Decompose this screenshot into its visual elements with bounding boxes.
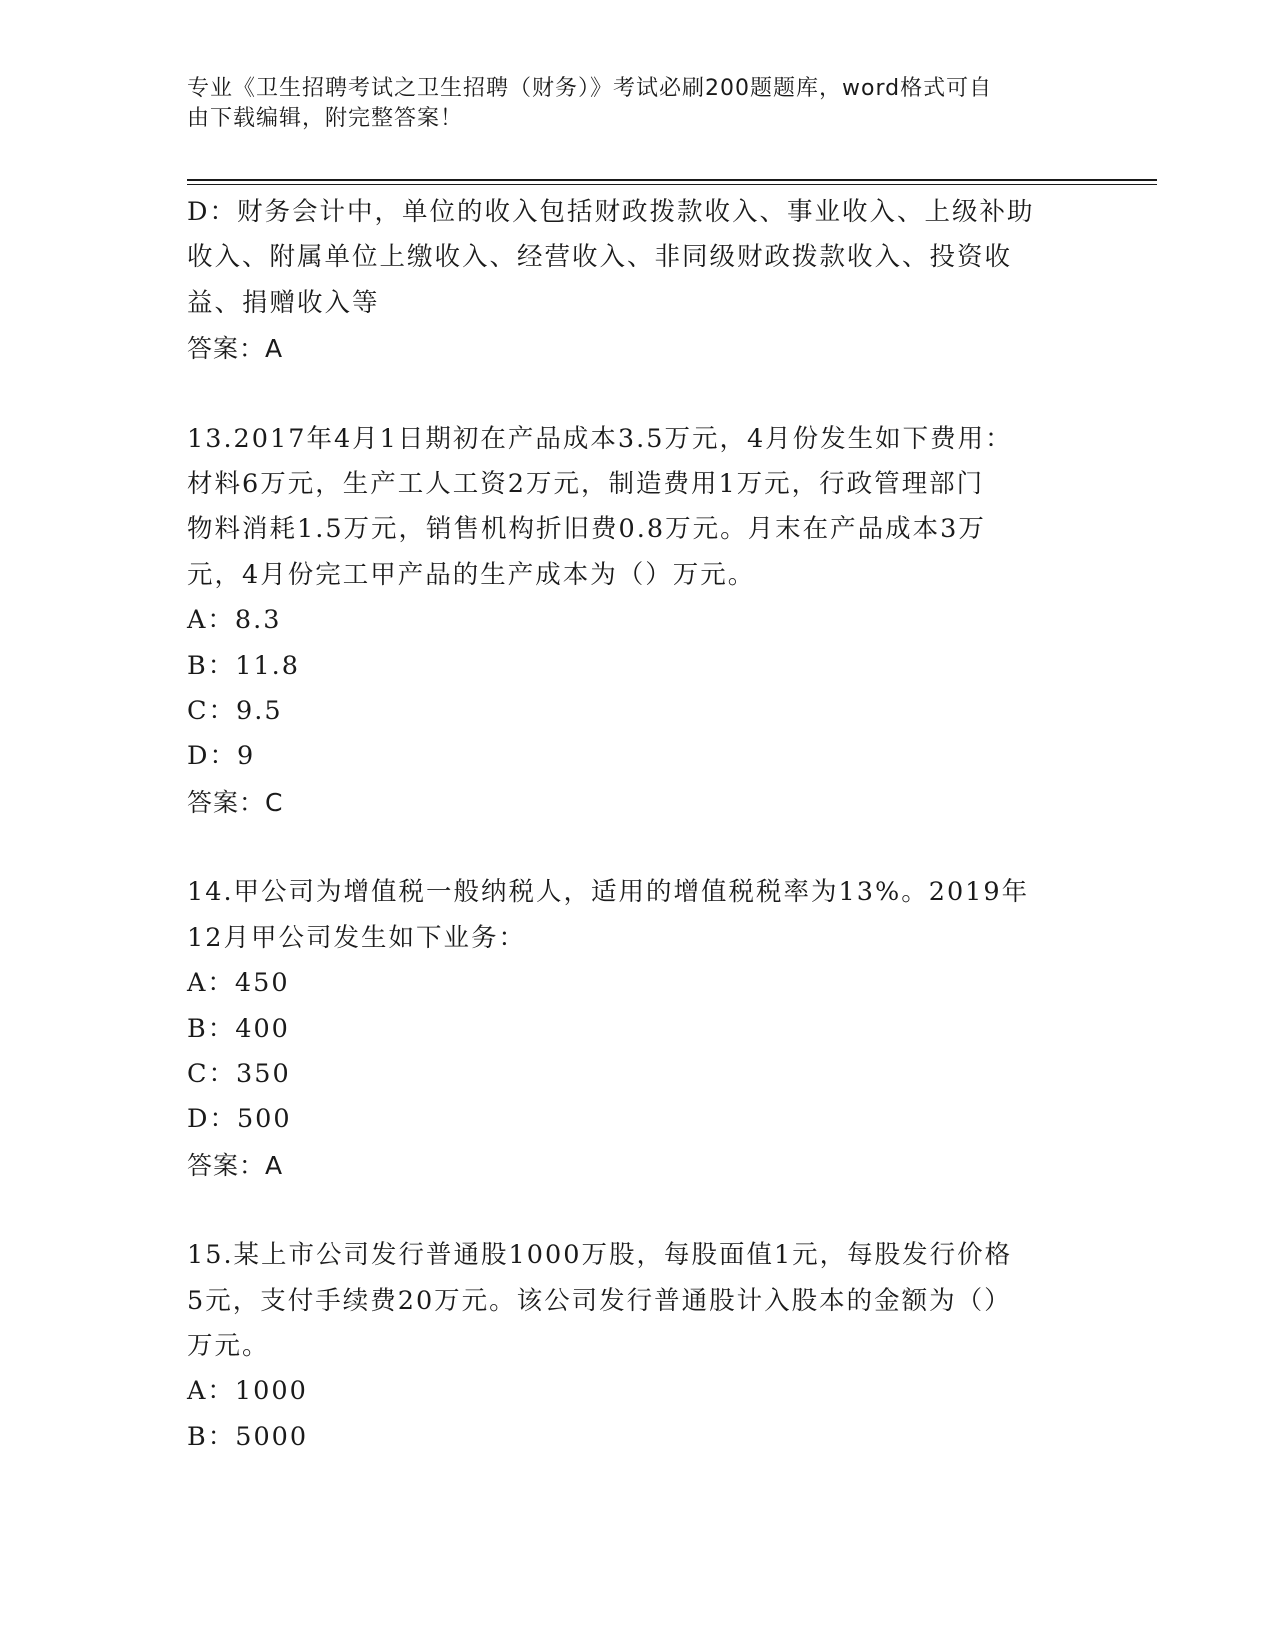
document-body xyxy=(187,190,1067,1460)
answer-line: 答案：C xyxy=(187,787,284,817)
question-stem-line: 5元，支付手续费20万元。该公司发行普通股计入股本的金额为（） xyxy=(187,1285,1012,1316)
question-stem-line: 12月甲公司发生如下业务： xyxy=(187,922,526,953)
option-d-line-1: D：财务会计中，单位的收入包括财政拨款收入、事业收入、上级补助 xyxy=(187,197,1035,227)
question-stem-line: 万元。 xyxy=(187,1330,270,1361)
spacer xyxy=(187,372,1067,417)
option-a: A：1000 xyxy=(187,1376,308,1407)
option-a: A：450 xyxy=(187,968,290,999)
option-b: B：11.8 xyxy=(187,650,301,681)
spacer xyxy=(187,1188,1067,1233)
header-line-1: 专业《卫生招聘考试之卫生招聘（财务）》考试必刷200题题库，word格式可自 xyxy=(187,76,993,101)
question-stem-line: 物料消耗1.5万元，销售机构折旧费0.8万元。月末在产品成本3万 xyxy=(187,514,986,545)
header-divider-thin xyxy=(187,184,1157,185)
question-stem-line: 13.2017年4月1日期初在产品成本3.5万元，4月份发生如下费用： xyxy=(187,423,1013,454)
header-divider-thick xyxy=(187,179,1157,181)
question-stem-line: 材料6万元，生产工人工资2万元，制造费用1万元，行政管理部门 xyxy=(187,469,985,500)
option-d: D：9 xyxy=(187,741,256,772)
question-13 xyxy=(187,417,1067,826)
option-b: B：400 xyxy=(187,1013,290,1044)
option-d: D：500 xyxy=(187,1104,292,1135)
spacer xyxy=(187,825,1067,870)
question-14 xyxy=(187,870,1067,1188)
option-a: A：8.3 xyxy=(187,605,282,636)
question-stem-line: 15.某上市公司发行普通股1000万股，每股面值1元，每股发行价格 xyxy=(187,1240,1013,1271)
header-line-2: 由下载编辑，附完整答案！ xyxy=(187,106,464,131)
answer-line: 答案：A xyxy=(187,1150,284,1180)
question-stem-line: 14.甲公司为增值税一般纳税人，适用的增值税税率为13%。2019年 xyxy=(187,877,1030,908)
option-b: B：5000 xyxy=(187,1421,309,1452)
prev-question-block xyxy=(187,190,1067,372)
question-stem-line: 元，4月份完工甲产品的生产成本为（）万元。 xyxy=(187,559,756,590)
option-c: C：350 xyxy=(187,1058,291,1089)
option-d-line-3: 益、捐赠收入等 xyxy=(187,287,380,318)
option-c: C：9.5 xyxy=(187,696,283,727)
question-15 xyxy=(187,1233,1067,1460)
answer-line: 答案：A xyxy=(187,334,284,364)
document-header xyxy=(187,74,1067,134)
option-d-line-2: 收入、附属单位上缴收入、经营收入、非同级财政拨款收入、投资收 xyxy=(187,242,1013,273)
